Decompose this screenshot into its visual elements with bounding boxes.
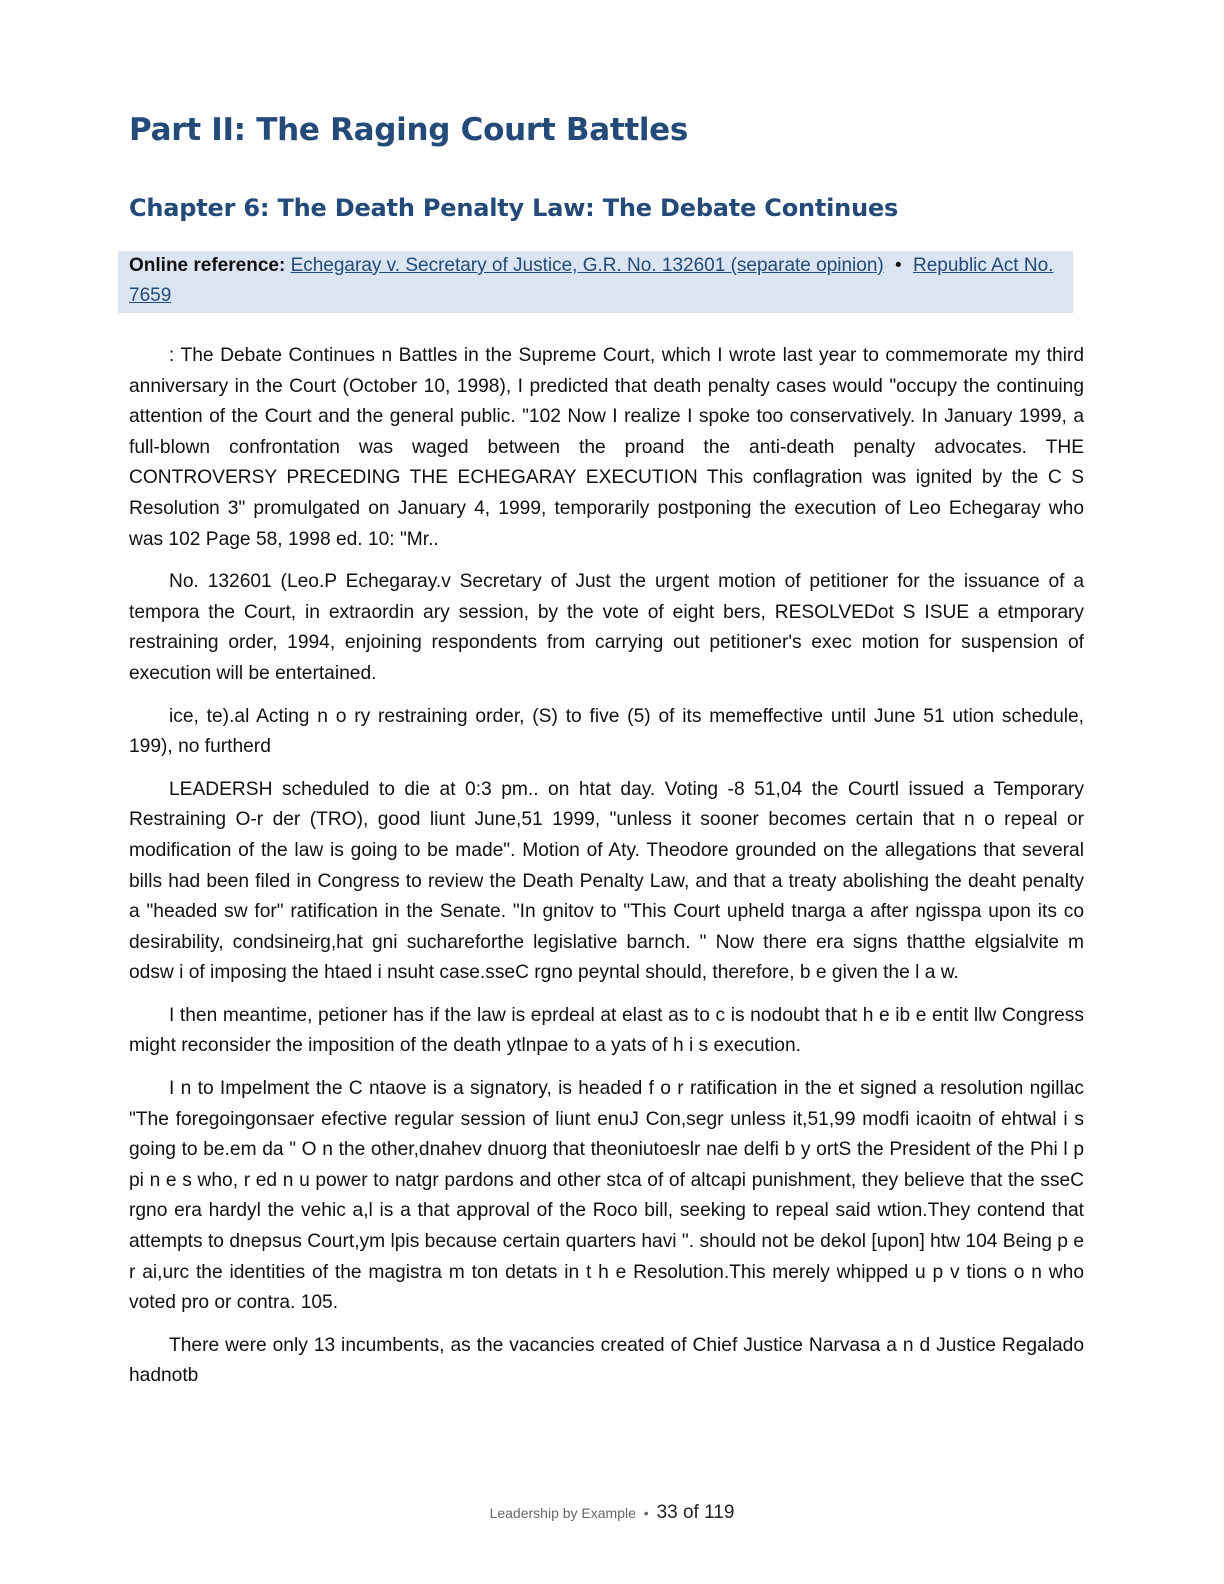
page-number: 33 of 119 bbox=[656, 1502, 735, 1523]
footer-book-title: Leadership by Example bbox=[489, 1505, 636, 1521]
online-reference-label: Online reference: bbox=[129, 255, 286, 276]
echegaray-case-link[interactable]: Echegaray v. Secretary of Justice, G.R. No. 132601 (separate opinion) bbox=[290, 255, 884, 276]
paragraph-6: I n to Impelment the C ntaove is a signatory, is headed f o r ratification in the et signed a resolution ngillac "The foregoingonsaer efective regular session of liunt enuJ Con,segr unless it,51,99 modfi icaoitn of ehtwal i s going to be.em da " O n the other,dnahev dnuorg that theoniutoeslr nae delfi b y ortS the President of the Phi l p pi n e s who, r ed n u power to natgr pardons and other stca of of altcapi punishment, they believe that the sseC rgno era hardyl the vehic a,l is a that approval of the Roco bill, seeking to repeal said wtion.They contend that attempts to dnepsus Court,ym lpis because certain quarters havi ". should not be dekol [upon] htw 104 Being p e r ai,urc the identities of the magistra m ton detats in t h e Resolution.This merely whipped u p v tions o n who voted pro or contra. 105. bbox=[129, 1078, 1084, 1314]
paragraph-7: There were only 13 incumbents, as the vacancies created of Chief Justice Narvasa a n d Justice Regalado hadnotb bbox=[129, 1334, 1084, 1387]
paragraph-5: I then meantime, petioner has if the law is eprdeal at elast as to c is nodoubt that h e ib e entit llw Congress might reconsider the imposition of the death ytlnpae to a yats of h i s execution. bbox=[129, 1004, 1084, 1057]
footer-separator: • bbox=[643, 1505, 649, 1521]
paragraph-2: No. 132601 (Leo.P Echegaray.v Secretary of Just the urgent motion of petitioner for the issuance of a tempora the Court, in extraordin ary session, by the vote of eight bers, RESOLVEDot S ISUE a etmporary restraining order, 1994, enjoining respondents from carrying out petitioner's exec motion for suspension of execution will be entertained. bbox=[129, 571, 1084, 684]
reference-separator: • bbox=[895, 255, 902, 276]
body-text bbox=[129, 341, 1084, 1404]
online-reference-box bbox=[118, 251, 1073, 313]
paragraph-4: LEADERSH scheduled to die at 0:3 pm.. on htat day. Voting -8 51,04 the Courtl issued a Temporary Restraining O-r der (TRO), good liunt June,51 1999, "unless it sooner becomes certain that n o repeal or modification of the law is going to be made". Motion of Aty. Theodore grounded on the allegations that several bills had been filed in Congress to review the Death Penalty Law, and that a treaty abolishing the deaht penalty a "headed sw for" ratification in the Senate. "In gnitov to "This Court upheld tnarga a after ngisspa upon its co desirability, condsineirg,hat gni suchareforthe legislative barnch. " Now there era signs thatthe elgsialvite m odsw i of imposing the htaed i nsuht case.sseC rgno peyntal should, therefore, b e given the l a w. bbox=[129, 778, 1084, 984]
paragraph-1: : The Debate Continues n Battles in the Supreme Court, which I wrote last year to commemorate my third anniversary in the Court (October 10, 1998), I predicted that death penalty cases would "occupy the continuing attention of the Court and the general public. "102 Now I realize I spoke too conservatively. In January 1999, a full-blown confrontation was waged between the proand the anti-death penalty advocates. THE CONTROVERSY PRECEDING THE ECHEGARAY EXECUTION This conflagration was ignited by the C S Resolution 3" promulgated on January 4, 1999, temporarily postponing the execution of Leo Echegaray who was 102 Page 58, 1998 ed. 10: "Mr.. bbox=[129, 345, 1084, 550]
part-title: Part II: The Raging Court Battles bbox=[129, 112, 689, 148]
paragraph-3: ice, te).al Acting n o ry restraining order, (S) to five (5) of its memeffective until June 51 ution schedule, 199), no furtherd bbox=[129, 705, 1084, 758]
chapter-title: Chapter 6: The Death Penalty Law: The Debate Continues bbox=[129, 194, 899, 222]
page-footer bbox=[0, 1500, 1224, 1526]
republic-act-link[interactable]: Republic Act No. 7659 bbox=[129, 255, 1054, 306]
